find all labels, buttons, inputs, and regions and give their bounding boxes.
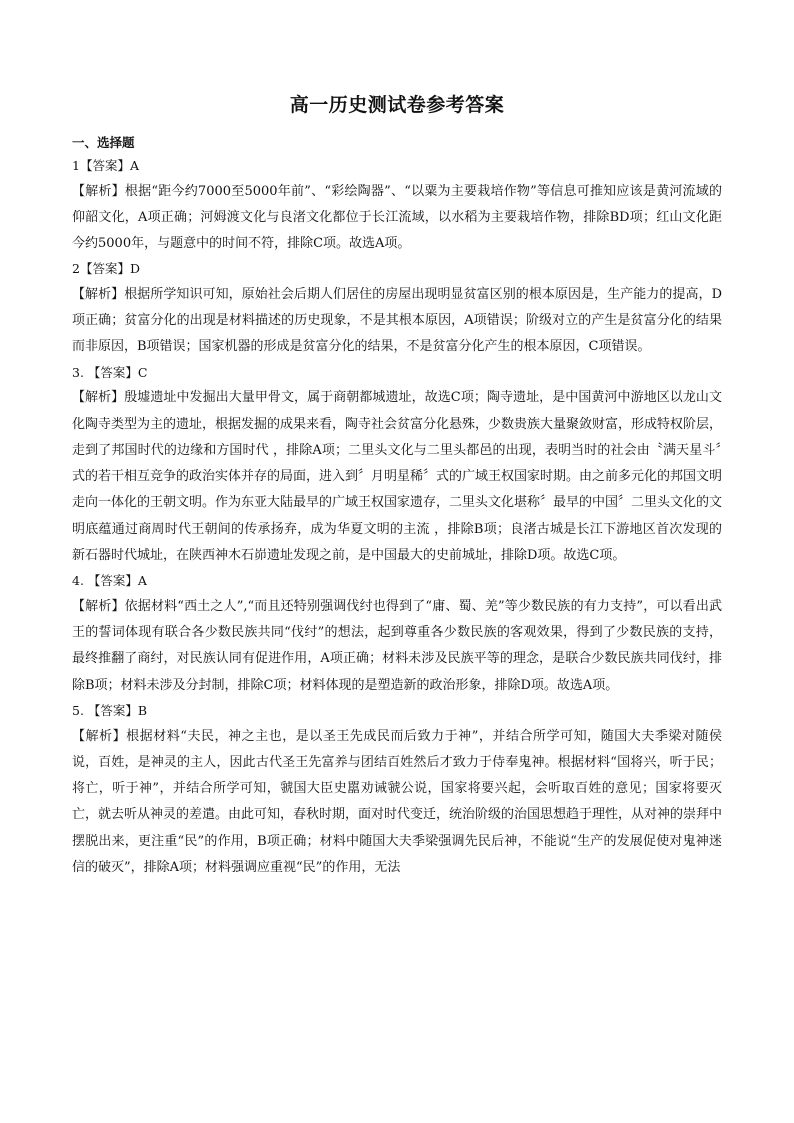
question-analysis: 【解析】根据所学知识可知，原始社会后期人们居住的房屋出现明显贫富区别的根本原因是，生产能力的提高，D项正确；贫富分化的出现是材料描述的历史现象，不是其根本原因，A项错误；阶级对立的产生是贫富分化的结果而非原因，B项错误；国家机器的形成是贫富分化的结果，不是贫富分化产生的根本原因，C项错误。 [72,286,722,355]
page-title: 高一历史测试卷参考答案 [289,94,505,116]
question-analysis: 【解析】根据“距今约7000至5000年前”、“彩绘陶器”、“以粟为主要栽培作物”等信息可推知应该是黄河流域的仰韶文化，A项正确；河姆渡文化与良渚文化都位于长江流域，以水稻为主要栽培作物，排除BD项；红山文化距今约5000年，与题意中的时间不符，排除C项。故选A项。 [72,183,722,252]
question-answer: 3. 【答案】C [72,364,148,380]
question-answer: 2【答案】D [72,261,140,277]
question-2 [72,257,722,360]
answer-sheet [72,92,722,881]
question-answer: 5. 【答案】B [72,703,148,719]
question-answer: 1【答案】A [72,158,139,173]
question-analysis: 【解析】殷墟遗址中发掘出大量甲骨文，属于商朝都城遗址，故选C项；陶寺遗址，是中国黄河中游地区以龙山文化陶寺类型为主的遗址，根据发掘的成果来看，陶寺社会贫富分化悬殊，少数贵族大量聚敛财富，形成特权阶层，走到了邦国时代的边缘和方国时代 ，排除A项；二里头文化与二里头都邑的出现，表明当时的社会由〝满天星斗〞式的若干相互竞争的政治实体并存的局面，进入到〞月明星稀〞式的广域王权国家时期。由之前多元化的邦国文明走向一体化的王朝文明。作为东亚大陆最早的广域王权国家遗存，二里头文化堪称〞最早的中国〞二里头文化的文明底蕴通过商周时代王朝间的传承扬弃，成为华夏文明的主流 ，排除B项；良渚古城是长江下游地区首次发现的新石器时代城址，在陕西神木石峁遗址发现之前，是中国最大的史前城址，排除D项。故选C项。 [72,390,723,564]
question-5 [72,699,722,881]
question-answer: 4. 【答案】A [72,573,147,589]
question-1 [72,154,722,257]
question-4 [72,569,722,699]
question-analysis: 【解析】依据材料“西土之人”,“而且还特别强调伐纣也得到了“庸、蜀、羌”等少数民族的有力支持”，可以看出武王的誓词体现有联合各少数民族共同“伐纣”的想法，起到尊重各少数民族的客观效果，得到了少数民族的支持，最终推翻了商纣，对民族认同有促进作用，A项正确；材料未涉及民族平等的理念，是联合少数民族共同伐纣，排除B项；材料未涉及分封制，排除C项；材料体现的是塑造新的政治形象，排除D项。故选A项。 [72,598,722,693]
question-3 [72,361,722,570]
section-heading: 一、选择题 [72,135,135,150]
question-analysis: 【解析】根据材料“夫民，神之主也，是以圣王先成民而后致力于神”，并结合所学可知，随国大夫季梁对随侯说，百姓，是神灵的主人，因此古代圣王先富养与团结百姓然后才致力于侍奉鬼神。根据材料“国将兴，听于民；将亡，听于神”，并结合所学可知，虢国大臣史嚚劝诫虢公说，国家将要兴起，会听取百姓的意见；国家将要灭亡，就去听从神灵的差遣。由此可知，春秋时期，面对时代变迁，统治阶级的治国思想趋于理性，从对神的崇拜中摆脱出来，更注重“民”的作用，B项正确；材料中随国大夫季梁强调先民后神，不能说“生产的发展促使对鬼神迷信的破灭”，排除A项；材料强调应重视“民”的作用，无法 [72,728,723,876]
